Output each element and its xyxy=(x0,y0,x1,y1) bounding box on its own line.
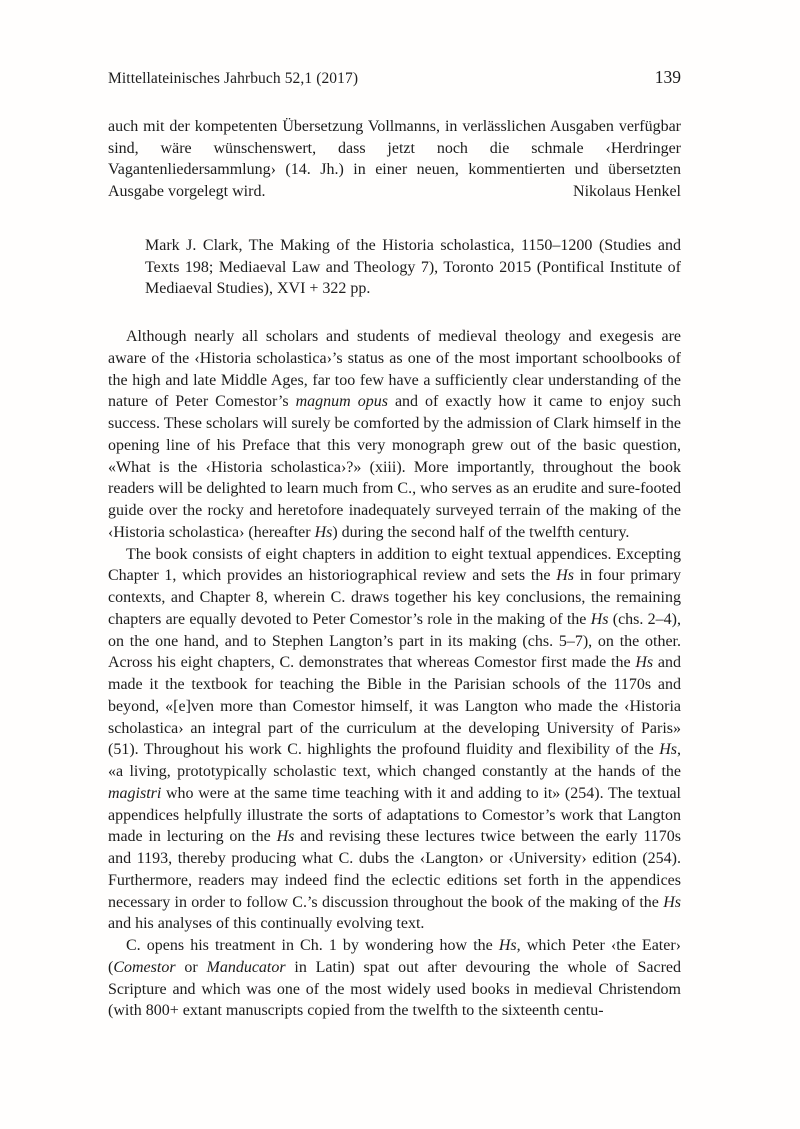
review-citation xyxy=(145,235,681,300)
closing-paragraph-text: auch mit der kompetenten Übersetzung Vollmanns, in verlässlichen Ausgaben verfügbar sind, wäre wünschenswert, dass jetzt noch die schmale ‹Herdringer Vagantenliedersammlung› (14. Jh.) in einer neuen, kommentierten und übersetzten Ausgabe vorgelegt wird. xyxy=(108,117,681,201)
closing-paragraph xyxy=(108,116,681,203)
review-paragraph-1: Although nearly all scholars and students of medieval theology and exegesis are aware of the ‹Historia scholastica›’s status as one of the most important schoolbooks of the high and late Middle Ages, far too few have a sufficiently clear understanding of the nature of Peter Comestor’s magnum opus and of exactly how it came to enjoy such success. These scholars will surely be comforted by the admission of Clark himself in the opening line of his Preface that this very monograph grew out of the basic question, «What is the ‹Historia scholastica›?» (xiii). More importantly, throughout the book readers will be delighted to learn much from C., who serves as an erudite and sure-footed guide over the rocky and heretofore inadequately surveyed terrain of the making of the ‹Historia scholastica› (hereafter Hs) during the second half of the twelfth century. xyxy=(108,328,681,541)
review-body xyxy=(108,326,681,1022)
page-header xyxy=(108,66,681,90)
reviewer-signature: Nikolaus Henkel xyxy=(573,183,681,201)
review-paragraph-2: The book consists of eight chapters in addition to eight textual appendices. Excepting Chapter 1, which provides an historiographical review and sets the Hs in four primary contexts, and Chapter 8, wherein C. draws together his key conclusions, the remaining chapters are equally devoted to Peter Comestor’s role in the making of the Hs (chs. 2–4), on the one hand, and to Stephen Langton’s part in its making (chs. 5–7), on the other. Across his eight chapters, C. demonstrates that whereas Comestor first made the Hs and made it the textbook for teaching the Bible in the Parisian schools of the 1170s and beyond, «[e]ven more than Comestor himself, it was Langton who made the ‹Historia scholastica› an integral part of the curriculum at the developing University of Paris» (51). Throughout his work C. highlights the profound fluidity and flexibility of the Hs, «a living, prototypically scholastic text, which changed constantly at the hands of the magistri who were at the same time teaching with it and adding to it» (254). The textual appendices helpfully illustrate the sorts of adaptations to Comestor’s work that Langton made in lecturing on the Hs and revising these lectures twice between the early 1170s and 1193, thereby producing what C. dubs the ‹Langton› or ‹University› edition (254). Furthermore, readers may indeed find the eclectic editions set forth in the appendices necessary in order to follow C.’s discussion throughout the book of the making of the Hs and his analyses of this continually evolving text. xyxy=(108,545,682,933)
journal-title: Mittellateinisches Jahrbuch 52,1 (2017) xyxy=(108,70,359,87)
review-citation-text: Mark J. Clark, The Making of the Historia scholastica, 1150–1200 (Studies and Texts 198; Mediaeval Law and Theology 7), Toronto 2015 (Pontifical Institute of Mediaeval Studies), XVI + 322 pp. xyxy=(145,236,681,298)
review-paragraph-3: C. opens his treatment in Ch. 1 by wondering how the Hs, which Peter ‹the Eater› (Comestor or Manducator in Latin) spat out after devouring the whole of Sacred Scripture and which was one of the most widely used books in medieval Christendom (with 800+ extant manuscripts copied from the twelfth to the sixteenth centu- xyxy=(108,937,681,1020)
page-number: 139 xyxy=(654,67,681,87)
